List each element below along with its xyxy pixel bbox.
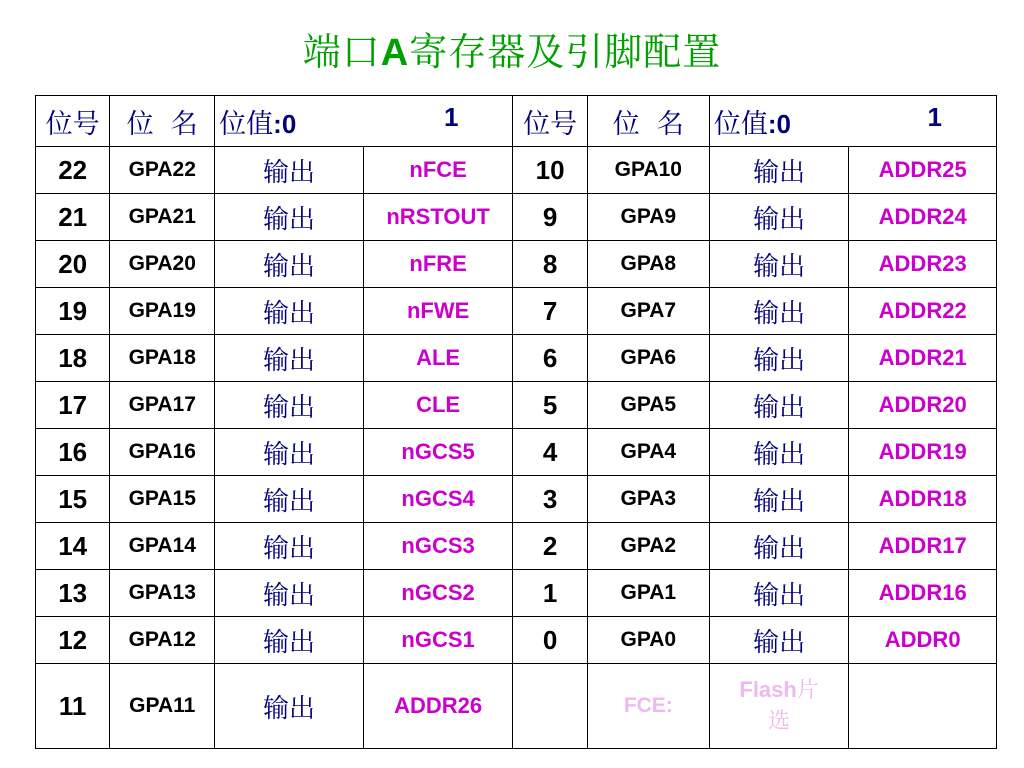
header-value-right	[709, 96, 996, 147]
note-fce: FCE:	[587, 664, 709, 749]
bit-number: 13	[36, 570, 110, 617]
pin-name: GPA13	[110, 570, 215, 617]
bit-number: 9	[513, 194, 587, 241]
bit-number: 16	[36, 429, 110, 476]
table-row	[36, 664, 997, 749]
header-value-left	[215, 96, 513, 147]
header-name-left: 位 名	[110, 96, 215, 147]
value-1-function: ADDR23	[849, 241, 997, 288]
note-flash-latin: Flash	[739, 677, 797, 702]
value-0-function: 输出	[709, 570, 848, 617]
bit-number: 12	[36, 617, 110, 664]
bit-number: 17	[36, 382, 110, 429]
bit-number: 20	[36, 241, 110, 288]
pin-name: GPA7	[587, 288, 709, 335]
value-1-function: ADDR24	[849, 194, 997, 241]
value-1-function: nRSTOUT	[363, 194, 513, 241]
bit-number: 21	[36, 194, 110, 241]
title-prefix: 端口	[302, 30, 381, 74]
table-row	[36, 570, 997, 617]
value-0-function: 输出	[709, 147, 848, 194]
bit-number: 2	[513, 523, 587, 570]
value-1-function: nFCE	[363, 147, 513, 194]
value-1-function: nGCS2	[363, 570, 513, 617]
bit-number: 4	[513, 429, 587, 476]
bit-number: 0	[513, 617, 587, 664]
pin-name: GPA17	[110, 382, 215, 429]
table-row	[36, 523, 997, 570]
value-1-function: ADDR22	[849, 288, 997, 335]
bit-number: 3	[513, 476, 587, 523]
value-1-function: nGCS4	[363, 476, 513, 523]
pin-name: GPA15	[110, 476, 215, 523]
value-1-function: nFWE	[363, 288, 513, 335]
pin-name: GPA2	[587, 523, 709, 570]
port-a-config-table	[35, 95, 997, 749]
value-1-function: ADDR19	[849, 429, 997, 476]
value-1-function: nGCS3	[363, 523, 513, 570]
pin-name: GPA21	[110, 194, 215, 241]
table-row	[36, 147, 997, 194]
bit-number: 18	[36, 335, 110, 382]
pin-name: GPA6	[587, 335, 709, 382]
pin-name: GPA16	[110, 429, 215, 476]
value-0-function: 输出	[215, 288, 364, 335]
value-1-function: ADDR16	[849, 570, 997, 617]
bit-number: 7	[513, 288, 587, 335]
bit-number: 11	[36, 664, 110, 749]
value-0-function: 输出	[215, 570, 364, 617]
pin-name: GPA9	[587, 194, 709, 241]
value-0-function: 输出	[709, 429, 848, 476]
table-row	[36, 382, 997, 429]
value-0-function: 输出	[215, 429, 364, 476]
empty-cell	[513, 664, 587, 749]
header-value-prefix-right: 位值	[713, 108, 768, 140]
bit-number: 19	[36, 288, 110, 335]
value-1-function: ADDR0	[849, 617, 997, 664]
header-value-zero-left: :0	[273, 108, 297, 139]
value-0-function: 输出	[709, 382, 848, 429]
note-flash-cn-1: 片	[796, 678, 819, 703]
title-suffix: 寄存器及引脚配置	[409, 30, 722, 74]
note-flash-cn-2: 选	[768, 709, 791, 734]
page-title	[0, 26, 1024, 79]
pin-name: GPA11	[110, 664, 215, 749]
bit-number: 14	[36, 523, 110, 570]
value-0-function: 输出	[709, 476, 848, 523]
table-row	[36, 476, 997, 523]
value-1-function: nFRE	[363, 241, 513, 288]
value-0-function: 输出	[215, 382, 364, 429]
pin-name: GPA20	[110, 241, 215, 288]
value-0-function: 输出	[215, 194, 364, 241]
header-value-one-left: 1	[443, 101, 459, 132]
header-bit-right: 位号	[513, 96, 587, 147]
bit-number: 6	[513, 335, 587, 382]
table-row	[36, 335, 997, 382]
pin-name: GPA18	[110, 335, 215, 382]
pin-name: GPA19	[110, 288, 215, 335]
bit-number: 22	[36, 147, 110, 194]
value-0-function: 输出	[215, 664, 364, 749]
header-value-zero-right: :0	[767, 108, 792, 139]
table-row	[36, 194, 997, 241]
pin-name: GPA8	[587, 241, 709, 288]
bit-number: 8	[513, 241, 587, 288]
value-0-function: 输出	[709, 335, 848, 382]
pin-name: GPA1	[587, 570, 709, 617]
value-0-function: 输出	[215, 523, 364, 570]
pin-name: GPA14	[110, 523, 215, 570]
value-1-function: ADDR20	[849, 382, 997, 429]
header-name-right: 位 名	[587, 96, 709, 147]
table-row	[36, 617, 997, 664]
value-0-function: 输出	[215, 147, 364, 194]
pin-name: GPA10	[587, 147, 709, 194]
table-row	[36, 241, 997, 288]
bit-number: 10	[513, 147, 587, 194]
title-letter: A	[380, 32, 410, 74]
value-0-function: 输出	[709, 241, 848, 288]
value-1-function: ADDR25	[849, 147, 997, 194]
table-row	[36, 288, 997, 335]
pin-name: GPA4	[587, 429, 709, 476]
value-0-function: 输出	[709, 523, 848, 570]
pin-name: GPA3	[587, 476, 709, 523]
value-0-function: 输出	[709, 288, 848, 335]
value-1-function: ADDR17	[849, 523, 997, 570]
value-0-function: 输出	[215, 476, 364, 523]
pin-name: GPA22	[110, 147, 215, 194]
table-header-row	[36, 96, 997, 147]
value-0-function: 输出	[215, 241, 364, 288]
header-bit-left: 位号	[36, 96, 110, 147]
pin-name: GPA0	[587, 617, 709, 664]
value-1-function: nGCS5	[363, 429, 513, 476]
bit-number: 15	[36, 476, 110, 523]
table-row	[36, 429, 997, 476]
value-1-function: ADDR26	[363, 664, 513, 749]
value-0-function: 输出	[709, 617, 848, 664]
bit-number: 1	[513, 570, 587, 617]
bit-number: 5	[513, 382, 587, 429]
value-0-function: 输出	[215, 335, 364, 382]
value-1-function: ADDR18	[849, 476, 997, 523]
value-0-function: 输出	[215, 617, 364, 664]
value-1-function: ALE	[363, 335, 513, 382]
value-1-function: nGCS1	[363, 617, 513, 664]
header-value-prefix-left: 位值	[219, 108, 274, 140]
header-value-one-right: 1	[927, 101, 942, 132]
pin-name: GPA5	[587, 382, 709, 429]
value-1-function: CLE	[363, 382, 513, 429]
value-0-function: 输出	[709, 194, 848, 241]
note-flash-chip-select	[709, 664, 848, 749]
empty-cell	[849, 664, 997, 749]
pin-name: GPA12	[110, 617, 215, 664]
value-1-function: ADDR21	[849, 335, 997, 382]
